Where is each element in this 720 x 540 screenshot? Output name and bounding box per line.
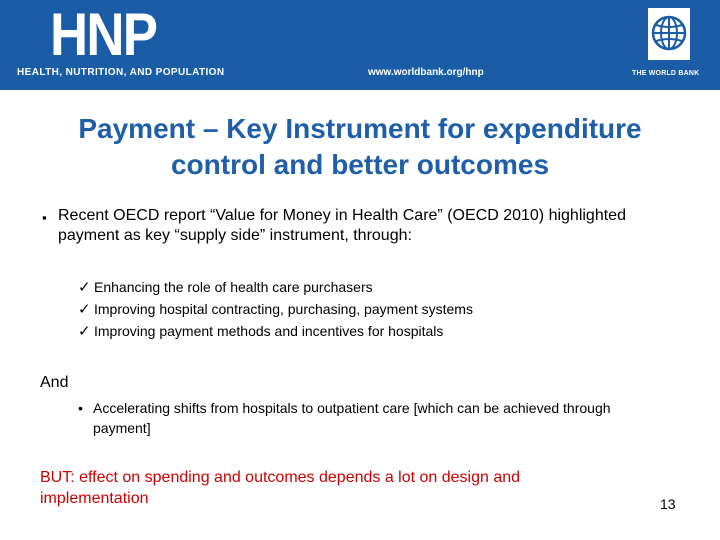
header-banner <box>0 0 720 90</box>
website-url[interactable]: www.worldbank.org/hnp <box>368 67 484 78</box>
checkmark-icon: ✓ <box>78 279 91 296</box>
check-item-text: Enhancing the role of health care purchasers <box>94 279 373 295</box>
check-item <box>78 298 638 320</box>
and-label: And <box>40 374 69 391</box>
dot-bullet-icon: • <box>78 400 83 416</box>
check-item <box>78 276 638 298</box>
title-line-1: Payment – Key Instrument for expenditure <box>78 113 642 144</box>
checkmark-icon: ✓ <box>78 301 91 318</box>
page-number: 13 <box>660 496 676 512</box>
hnp-logo: HNP <box>50 1 157 68</box>
hnp-logo-subtitle: HEALTH, NUTRITION, AND POPULATION <box>17 67 225 78</box>
check-item <box>78 320 638 342</box>
square-bullet-icon: ▪ <box>42 210 47 225</box>
check-item-text: Improving hospital contracting, purchasing, payment systems <box>94 301 473 317</box>
globe-icon <box>651 15 687 51</box>
main-bullet-text: Recent OECD report “Value for Money in Health Care” (OECD 2010) highlighted payment as key “supply side” instrument, through: <box>58 207 626 244</box>
slide-title <box>0 111 720 183</box>
sub-bullet-text: Accelerating shifts from hospitals to outpatient care [which can be achieved through payment] <box>93 400 611 436</box>
title-line-2: control and better outcomes <box>170 149 550 180</box>
check-list <box>78 276 638 342</box>
world-bank-globe-icon <box>648 8 690 60</box>
checkmark-icon: ✓ <box>78 323 91 340</box>
world-bank-label: THE WORLD BANK <box>632 70 700 77</box>
check-item-text: Improving payment methods and incentives for hospitals <box>94 323 444 339</box>
conclusion-text: BUT: effect on spending and outcomes depends a lot on design and implementation <box>40 469 521 507</box>
